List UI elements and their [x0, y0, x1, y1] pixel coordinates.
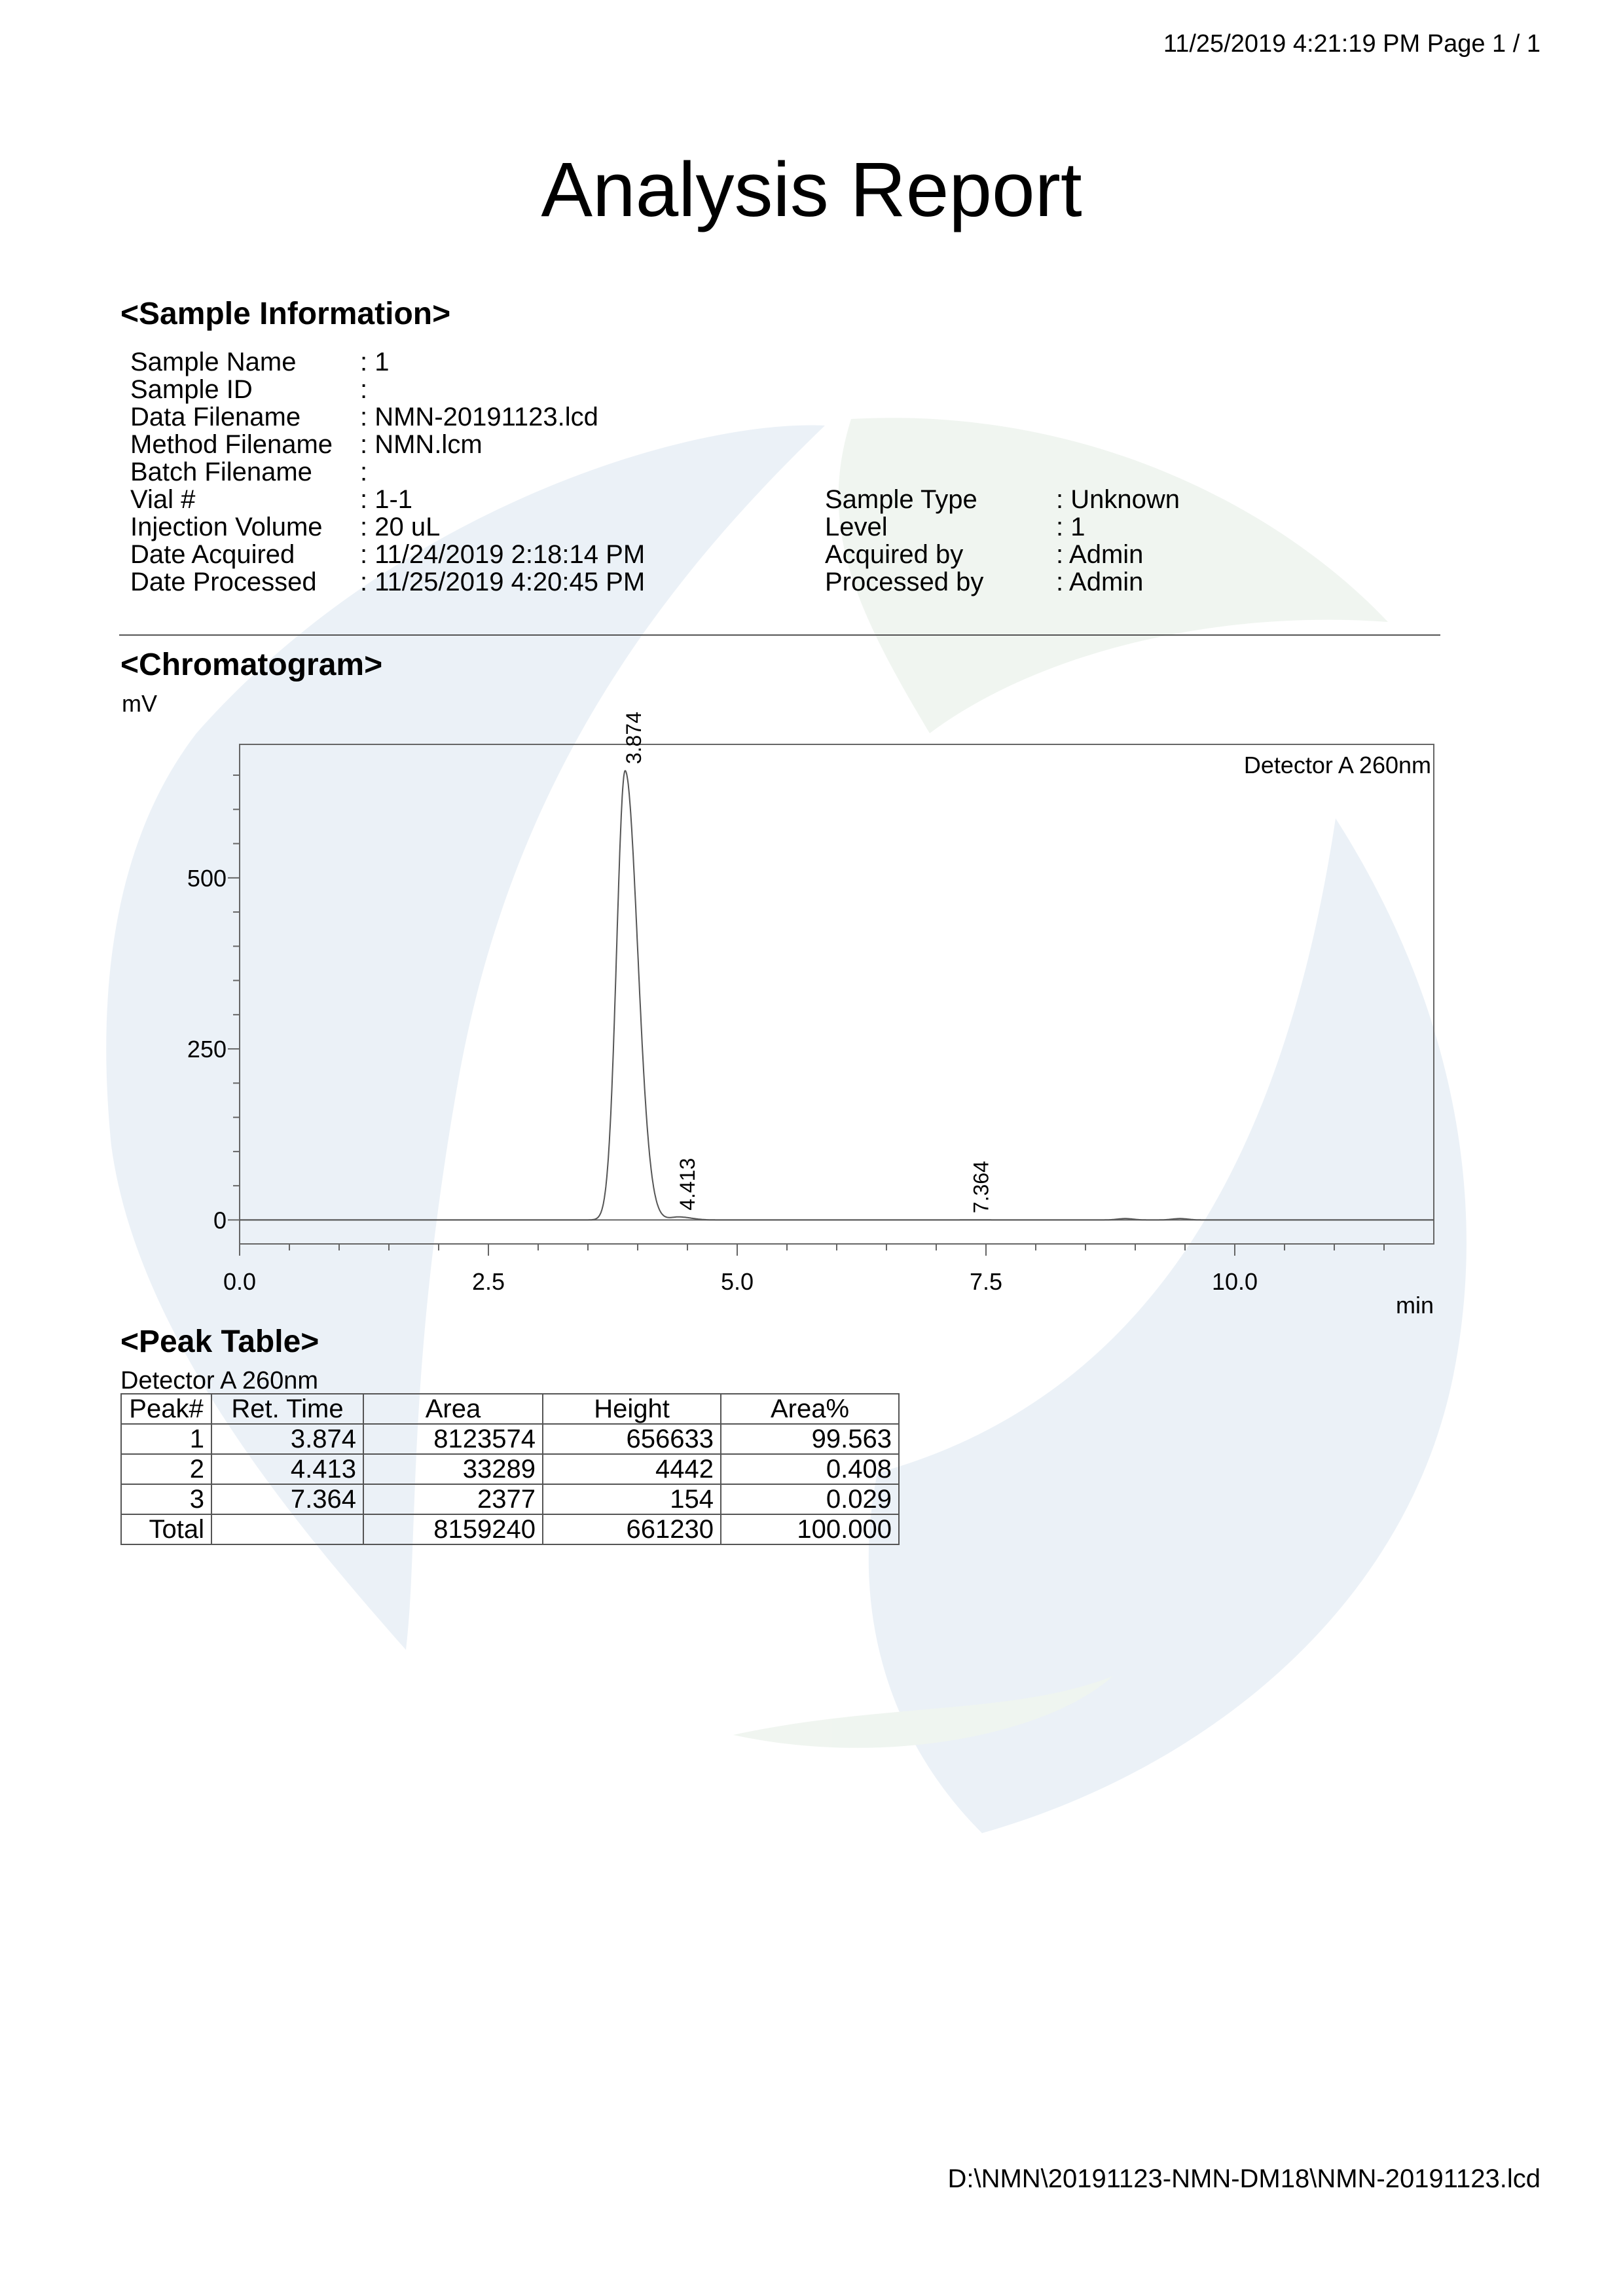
peak-table-heading: <Peak Table>	[120, 1324, 319, 1359]
sample-info-left-label: Batch Filename	[130, 458, 312, 486]
sample-info-left-label: Sample ID	[130, 375, 253, 404]
sample-info-right-value: : Admin	[1056, 568, 1144, 596]
peak-table-header-row	[121, 1394, 899, 1424]
sample-info-right-value: : 1	[1056, 513, 1085, 541]
sample-info-right-value: : Admin	[1056, 540, 1144, 569]
peak-table-cell: 0.029	[721, 1484, 899, 1514]
peak-table-column-header: Area%	[721, 1394, 899, 1424]
peak-table-cell: 154	[543, 1484, 721, 1514]
peak-table-cell: 100.000	[721, 1514, 899, 1544]
peak-table-detector: Detector A 260nm	[120, 1367, 319, 1394]
x-tick-label: 10.0	[1211, 1268, 1258, 1295]
y-tick-label: 250	[187, 1036, 227, 1063]
y-axis-unit: mV	[122, 690, 157, 717]
print-timestamp: 11/25/2019 4:21:19 PM Page 1 / 1	[1163, 30, 1541, 58]
sample-info-left-value: : 11/25/2019 4:20:45 PM	[360, 568, 646, 596]
peak-table-cell: 3	[121, 1484, 211, 1514]
chromatogram-heading: <Chromatogram>	[120, 647, 383, 682]
sample-info-left-value: : NMN-20191123.lcd	[360, 403, 598, 431]
sample-info-right-label: Acquired by	[825, 540, 964, 569]
sample-info-right-value: : Unknown	[1056, 485, 1180, 514]
sample-info-left-label: Method Filename	[130, 430, 333, 459]
sample-info-right-label: Sample Type	[825, 485, 977, 514]
sample-info-left-label: Vial #	[130, 485, 196, 514]
page-title: Analysis Report	[541, 147, 1082, 233]
peak-label: 4.413	[675, 1157, 699, 1211]
sample-info-left-value: : 20 uL	[360, 513, 441, 541]
table-row	[121, 1484, 899, 1514]
peak-table-cell: 1	[121, 1424, 211, 1454]
sample-info-left-value: : 1-1	[360, 485, 413, 514]
x-tick-label: 7.5	[969, 1268, 1003, 1295]
sample-info-left-label: Sample Name	[130, 348, 297, 376]
peak-table-column-header: Ret. Time	[211, 1394, 363, 1424]
peak-table	[120, 1393, 900, 1545]
peak-table-cell: 99.563	[721, 1424, 899, 1454]
peak-table-cell: 661230	[543, 1514, 721, 1544]
sample-info-left-value: : NMN.lcm	[360, 430, 483, 459]
peak-table-cell: 4442	[543, 1454, 721, 1484]
sample-info-left-value: :	[360, 458, 368, 486]
sample-info-heading: <Sample Information>	[120, 297, 451, 331]
peak-table-cell	[211, 1514, 363, 1544]
table-row	[121, 1424, 899, 1454]
y-tick-label: 500	[187, 864, 227, 892]
peak-table-cell: 3.874	[211, 1424, 363, 1454]
sample-info-left-label: Date Acquired	[130, 540, 295, 569]
y-tick-label: 0	[213, 1207, 227, 1234]
sample-info-left-value: : 1	[360, 348, 390, 376]
sample-info-right-label: Level	[825, 513, 888, 541]
peak-table-column-header: Height	[543, 1394, 721, 1424]
peak-table-cell: 8123574	[363, 1424, 543, 1454]
data-file-path: D:\NMN\20191123-NMN-DM18\NMN-20191123.lcd	[947, 2164, 1541, 2193]
sample-info-left-label: Data Filename	[130, 403, 301, 431]
sample-info-left-value: : 11/24/2019 2:18:14 PM	[360, 540, 646, 569]
chromatogram-trace	[240, 771, 1434, 1220]
peak-table-cell: 0.408	[721, 1454, 899, 1484]
plot-frame	[240, 744, 1434, 1244]
x-tick-label: 0.0	[223, 1268, 257, 1295]
peak-table-cell: 8159240	[363, 1514, 543, 1544]
peak-table-column-header: Area	[363, 1394, 543, 1424]
x-axis-unit: min	[1395, 1292, 1434, 1319]
x-tick-label: 2.5	[471, 1268, 505, 1295]
detector-label: Detector A 260nm	[1243, 752, 1431, 778]
peak-table-column-header: Peak#	[121, 1394, 211, 1424]
peak-label: 7.364	[969, 1161, 993, 1214]
sample-info-left-value: :	[360, 375, 368, 404]
peak-table-cell: 4.413	[211, 1454, 363, 1484]
peak-table-cell: 2377	[363, 1484, 543, 1514]
sample-info-right-label: Processed by	[825, 568, 984, 596]
peak-table-cell: 7.364	[211, 1484, 363, 1514]
table-row	[121, 1454, 899, 1484]
sample-info-left-label: Date Processed	[130, 568, 317, 596]
peak-label: 3.874	[621, 712, 646, 765]
x-tick-label: 5.0	[720, 1268, 754, 1295]
sample-info-left-label: Injection Volume	[130, 513, 323, 541]
peak-table-cell: 2	[121, 1454, 211, 1484]
table-total-row	[121, 1514, 899, 1544]
peak-table-cell: 656633	[543, 1424, 721, 1454]
peak-table-cell: 33289	[363, 1454, 543, 1484]
peak-table-cell: Total	[121, 1514, 211, 1544]
